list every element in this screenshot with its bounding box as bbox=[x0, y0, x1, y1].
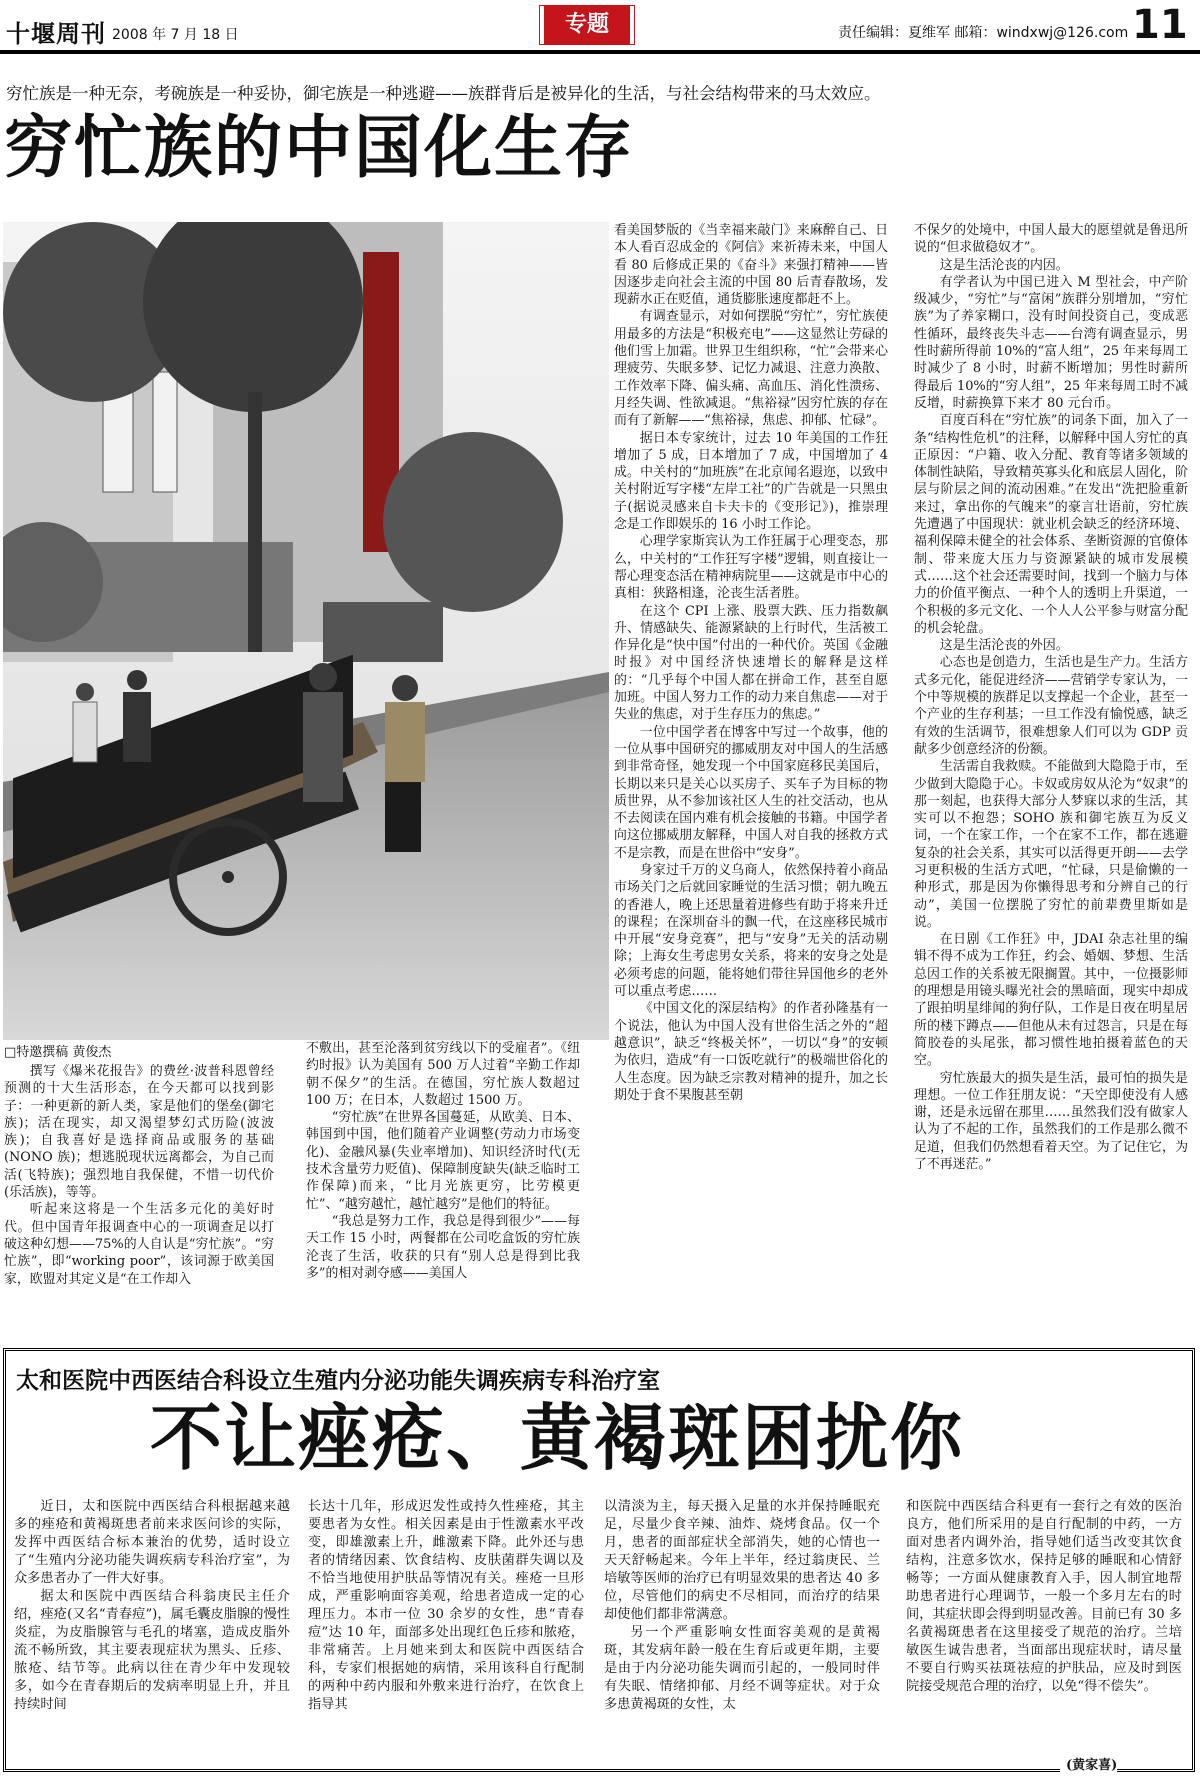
paragraph: 这是生活沦丧的外因。 bbox=[939, 638, 1069, 654]
paragraph: “我总是努力工作，我总是得到很少”——每天工作 15 小时，两餐都在公司吃盒饭的穷忙族沦丧了生活，收获的只有“别人总是得到比我多”的相对剥夺感——美国人 bbox=[306, 1213, 580, 1281]
paragraph: 有学者认为中国已进入 M 型社会，中产阶级减少，“穷忙”与“富闲”族群分别增加，“穷忙族”为了养家糊口，没有时间投资自己，变成恶性循环，最终丧失斗志——台湾有调查显示，男性时薪所得前 10%的“富人组”，25 年来每周工时减少了 8 小时，时薪不断增加；男性时薪所得最后 10%的“穷人组”，25 年来每周工时不减反增，时薪换算下来才 80 元台币。 bbox=[914, 274, 1188, 411]
paragraph: 和医院中西医结合科更有一套行之有效的医治良方，他们所采用的是自行配制的中药，一方面对患者内调外治，指导她们适当改变其饮食结构，注意多饮水，保持足够的睡眠和心情舒畅等；一方面从健康教育入手，因人制宜地帮助患者进行心理调节，一般一个多月左右的时间，其症状即会得到明显改善。目前已有 30 多名黄褐斑患者在这里接受了规范的治疗。兰培敏医生诚告患者，当面部出现症状时，请尽量不要自行购买祛斑祛痘的护肤品，应及时到医院接受规范合理的治疗，以免“得不偿失”。 bbox=[906, 1499, 1182, 1694]
paragraph: 一位中国学者在博客中写过一个故事，他的一位从事中国研究的挪威朋友对中国人的生活感到非常奇怪，她发现一个中国家庭移民美国后，长期以来只是关心以买房子、买车子为目标的物质世界，从不参加该社区人生的社交活动，也从不去阅读在国内难有机会接触的书籍。中国学者向这位挪威朋友解释，中国人对自我的拯救方式不是宗教，而是在世俗中“安身”。 bbox=[614, 724, 888, 861]
advertorial-byline: (黄家喜) bbox=[1060, 1754, 1117, 1773]
advertorial-column-1 bbox=[14, 1498, 290, 1754]
paragraph: 这是生活沦丧的内因。 bbox=[939, 257, 1069, 273]
paragraph: 听起来这将是一个生活多元化的美好时代。但中国青年报调查中心的一项调查足以打破这种幻想——75%的人自认是“穷忙族”。“穷忙族”，即“working poor”，该词源于欧美国家，欧盟对其定义是“在工作却入 bbox=[4, 1202, 274, 1287]
editor-info: 责任编辑：夏维军 邮箱：windxwj@126.com bbox=[838, 25, 1129, 41]
paragraph: 心态也是创造力，生活也是生产力。生活方式多元化，能促进经济——营销学专家认为，一个中等规模的族群足以支撑起一个企业，甚至一个产业的生存利基；一旦工作没有愉悦感，缺乏有效的生活调节，很难想象人们可以为 GDP 贡献多少创意经济的份额。 bbox=[914, 655, 1188, 757]
advertorial-column-4 bbox=[906, 1498, 1182, 1754]
paragraph: 长达十几年，形成迟发性或持久性痤疮，其主要患者为女性。相关因素是由于性激素水平改变，即雄激素上升，雌激素下降。此外还与患者的情绪因素、饮食结构、皮肤菌群失调以及不恰当地使用护肤品等情况有关。痤疮一旦形成，严重影响面容美观，给患者造成一定的心理压力。本市一位 30 余岁的女性，患“青春痘”达 10 年，面部多处出现红色丘疹和脓疮，非常痛苦。上月她来到太和医院中西医结合科，专家们根据她的病情，采用该科自行配制的两种中药内服和外敷来进行治疗，在饮食上指导其 bbox=[308, 1499, 584, 1712]
paragraph: 有调查显示，对如何摆脱“穷忙”，穷忙族使用最多的方法是“积极充电”——这显然让劳碌的他们雪上加霜。世界卫生组织称，“忙”会带来心理疲劳、失眠多梦、记忆力减退、注意力涣散、工作效率下降、偏头痛、高血压、消化性溃疡、月经失调、性欲减退。“焦裕禄”因穷忙族的存在而有了新解——“焦裕禄，焦虑、抑郁、忙碌”。 bbox=[614, 309, 888, 429]
page-number: 11 bbox=[1132, 2, 1188, 48]
newspaper-name: 十堰周刊 bbox=[6, 19, 106, 48]
section-badge: 专题 bbox=[540, 6, 634, 44]
paragraph: 据太和医院中西医结合科翁庚民主任介绍，痤疮(又名“青春痘”)，属毛囊皮脂腺的慢性炎症，为皮脂腺管与毛孔的堵塞，造成皮脂外流不畅所致，其主要表现症状为黑头、丘疹、脓疮、结节等。此病以往在青少年中发现较多，如今在青春期后的发病率明显上升，并且持续时间 bbox=[14, 1589, 290, 1712]
paragraph: 看美国梦版的《当幸福来敲门》来麻醉自己、日本人看百忍成金的《阿信》来祈祷未来，中国人看 80 后修成正果的《奋斗》来强打精神——皆因逐步走向社会主流的中国 80 后青春散场，发现薪水正在贬值，通货膨胀速度都赶不上。 bbox=[614, 223, 888, 308]
paragraph: 另一个严重影响女性面容美观的是黄褐斑，其发病年龄一般在生育后或更年期，主要是由于内分泌功能失调而引起的，一般同时伴有失眠、情绪抑郁、月经不调等症状。对于众多患黄褐斑的女性，太 bbox=[604, 1625, 880, 1712]
paragraph: 百度百科在“穷忙族”的词条下面，加入了一条“结构性危机”的注释，以解释中国人穷忙的真正原因：“户籍、收入分配、教育等诸多领域的体制性缺陷，导致精英寡头化和底层人固化，阶层与阶层之间的流动困难。”在发出“洗把脸重新来过，拿出你的气魄来”的豪言壮语前，穷忙族先遭遇了中国现状：就业机会缺乏的经济环境、福利保障未健全的社会体系、垄断资源的官僚体制、带来庞大压力与资源紧缺的城市发展模式……这个社会还需要时间，找到一个脑力与体力的价值平衡点、一种个人的透明上升渠道，一个积极的多元文化、一个人人公平参与财富分配的机会轮盘。 bbox=[914, 413, 1188, 636]
advertorial-column-2 bbox=[308, 1498, 584, 1754]
paragraph: 撰写《爆米花报告》的费丝·波普科恩曾经预测的十大生活形态，在今天都可以找到影子：一种更新的新人类，家是他们的堡垒(御宅族)；活在现实，却又渴望梦幻式历险(波波族)；自我喜好是选择商品或服务的基础(NONO 族)；想逃脱现状远离都会，为自己而活(飞特族)；强烈地自我保健，不惜一切代价(乐活族)，等等。 bbox=[4, 1064, 274, 1201]
paragraph: 不保夕的处境中，中国人最大的愿望就是鲁迅所说的“但求做稳奴才”。 bbox=[914, 223, 1188, 256]
paragraph: 在这个 CPI 上涨、股票大跌、压力指数飙升、情感缺失、能源紧缺的上行时代，生活被工作异化是“快中国”付出的一种代价。英国《金融时报》对中国经济快速增长的解释是这样的：“几乎每个中国人都在拼命工作，甚至自愿加班。中国人努力工作的动力来自焦虑——对于失业的焦虑，对于生存压力的焦虑。” bbox=[614, 603, 888, 723]
article-headline: 穷忙族的中国化生存 bbox=[4, 108, 635, 188]
street-photo bbox=[3, 222, 609, 1040]
article-column-3 bbox=[614, 222, 888, 1318]
paragraph: 近日，太和医院中西医结合科根据越来越多的痤疮和黄褐斑患者前来求医问诊的实际，发挥中西医结合标本兼治的优势，适时设立了“生殖内分泌功能失调疾病专科治疗室”，为众多患者办了一件大好事。 bbox=[14, 1499, 290, 1586]
paragraph: 《中国文化的深层结构》的作者孙隆基有一个说法，他认为中国人没有世俗生活之外的“超越意识”，缺乏“终极关怀”，一切以“身”的安顿为依归，造成“有一口饭吃就行”的极端世俗化的人生态度。因为缺乏宗教对精神的提升，加之长期处于食不果腹甚至朝 bbox=[614, 1001, 888, 1103]
paragraph: 心理学家斯宾认为工作狂属于心理变态，那么，中关村的“工作狂写字楼”逻辑，则直接让一帮心理变态活在精神病院里——这就是市中心的真相：狭路相逢，沦丧生活者胜。 bbox=[614, 534, 888, 602]
article-lead: 穷忙族是一种无奈，考碗族是一种妥协，御宅族是一种逃避——族群背后是被异化的生活，与社会结构带来的马太效应。 bbox=[6, 84, 881, 103]
advertorial-title: 不让痤疮、黄褐斑困扰你 bbox=[150, 1395, 965, 1480]
paragraph: 身家过千万的义乌商人，依然保持着小商品市场关门之后就回家睡觉的生活习惯；朝九晚五的香港人，晚上还思量着进修些有助于将来升迁的课程；在深圳奋斗的飘一代，在这座移民城市中开展“安身竞赛”，把与“安身”无关的活动剔除；上海女生考虑男女关系，将来的安身之处是必须考虑的问题，能将她们带往异国他乡的老外可以重点考虑…… bbox=[614, 862, 888, 1000]
paragraph: 不敷出，甚至沦落到贫穷线以下的受雇者”。《纽约时报》认为美国有 500 万人过着“辛勤工作却朝不保夕”的生活。在德国，穷忙族人数超过 100 万；在日本，人数超过 1500 万。 bbox=[306, 1041, 580, 1108]
article-column-2 bbox=[306, 1040, 580, 1318]
advertorial-column-3 bbox=[604, 1498, 880, 1754]
paragraph: 穷忙族最大的损失是生活，最可怕的损失是理想。一位工作狂朋友说：“天空即使没有人感谢，还是永远留在那里……虽然我们没有做家人认为了不起的工作，虽然我们的工作是那么微不足道，但我们仍然想看着天空。为了记住它，为了不再迷茫。” bbox=[914, 1070, 1188, 1173]
paragraph: “穷忙族”在世界各国蔓延，从欧美、日本、韩国到中国，他们随着产业调整(劳动力市场变化)、金融风暴(失业率增加)、知识经济时代(无技术含量劳力贬值)、保障制度缺失(缺乏临时工作保障)而来，“比月光族更穷，比劳模更忙”、“越穷越忙，越忙越穷”是他们的特征。 bbox=[306, 1110, 580, 1212]
paragraph: 在日剧《工作狂》中，JDAI 杂志社里的编辑不得不成为工作狂，约会、婚姻、梦想、生活总因工作的关系被无限搁置。其中，一位摄影师的理想是用镜头曝光社会的黑暗面，现实中却成了跟拍明星绯闻的狗仔队，工作是日夜在明星居所的楼下蹲点——但他从未有过怨言，只是在每简胶卷的头尾张，都习惯性地拍摄着蓝色的天空。 bbox=[914, 932, 1188, 1069]
issue-date: 2008 年 7 月 18 日 bbox=[112, 27, 239, 43]
advertorial-subtitle: 太和医院中西医结合科设立生殖内分泌功能失调疾病专科治疗室 bbox=[16, 1368, 660, 1394]
paragraph: 生活需自我救赎。不能做到大隐隐于市，至少做到大隐隐于心。卡奴或房奴从沦为“奴隶”的那一刻起，也获得大部分人梦寐以求的生活，其实可以不抱怨；SOHO 族和御宅族互为反义词，一个在家工作，一个在家不工作，都在逃避复杂的社会关系，其实可以活得更开朗——去学习更积极的生活方式吧，“忙碌，只是偷懒的一种形式，那是因为你懒得思考和分辨自己的行动”，美国一位摆脱了穷忙的前辈费里斯如是说。 bbox=[914, 759, 1188, 930]
paragraph: 以清淡为主，每天摄入足量的水并保持睡眠充足，尽量少食辛辣、油炸、烧烤食品。仅一个月，患者的面部症状全部消失，她的心情也一天天舒畅起来。今年上半年，经过翁庚民、兰培敏等医师的治疗已有明显效果的患者达 40 多位，尽管他们的病史不尽相同，而治疗的结果却使他们都非常满意。 bbox=[604, 1499, 880, 1622]
paragraph: 据日本专家统计，过去 10 年美国的工作狂增加了 5 成，日本增加了 7 成，中国增加了 4 成。中关村的“加班族”在北京闻名遐迩，以致中关村附近写字楼“左岸工社”的广告就是一只黑虫子(据说灵感来自卡夫卡的《变形记》)，推崇理念是工作即娱乐的 16 小时工作论。 bbox=[614, 430, 888, 533]
photo-credit: □特邀撰稿 黄俊杰 bbox=[4, 1045, 112, 1060]
street-photo-illustration bbox=[3, 222, 609, 1040]
article-column-4 bbox=[914, 222, 1188, 1318]
article-column-1 bbox=[4, 1063, 274, 1318]
